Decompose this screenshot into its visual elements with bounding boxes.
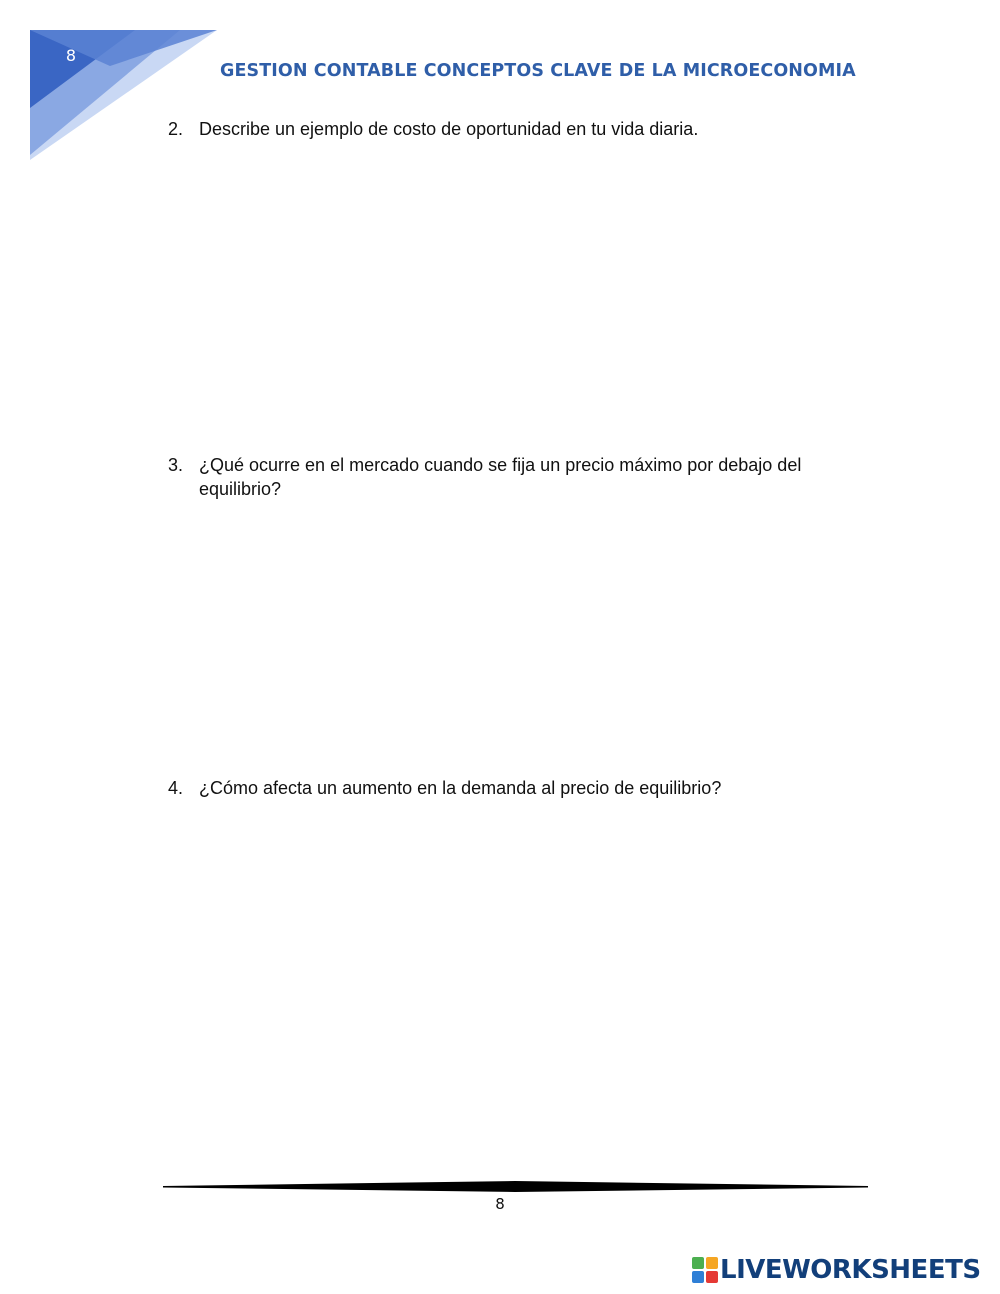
question-item (168, 453, 868, 501)
liveworksheets-logo-icon (692, 1257, 718, 1283)
question-item (168, 776, 868, 800)
question-item (168, 117, 868, 141)
question-text: ¿Cómo afecta un aumento en la demanda al precio de equilibrio? (199, 778, 722, 798)
corner-decoration (0, 0, 230, 170)
question-text: Describe un ejemplo de costo de oportunidad en tu vida diaria. (199, 119, 699, 139)
footer-page-number: 8 (495, 1195, 505, 1213)
liveworksheets-brand (692, 1253, 981, 1287)
question-number: 4. (168, 778, 184, 798)
page-title: GESTION CONTABLE CONCEPTOS CLAVE DE LA MICROECONOMIA (220, 61, 856, 81)
question-number: 3. (168, 455, 184, 475)
question-text: ¿Qué ocurre en el mercado cuando se fija un precio máximo por debajo del equilibrio? (199, 455, 802, 499)
question-number: 2. (168, 119, 184, 139)
brand-name: LIVEWORKSHEETS (720, 1255, 981, 1285)
footer-divider (163, 1180, 868, 1194)
header-page-number: 8 (65, 46, 77, 65)
